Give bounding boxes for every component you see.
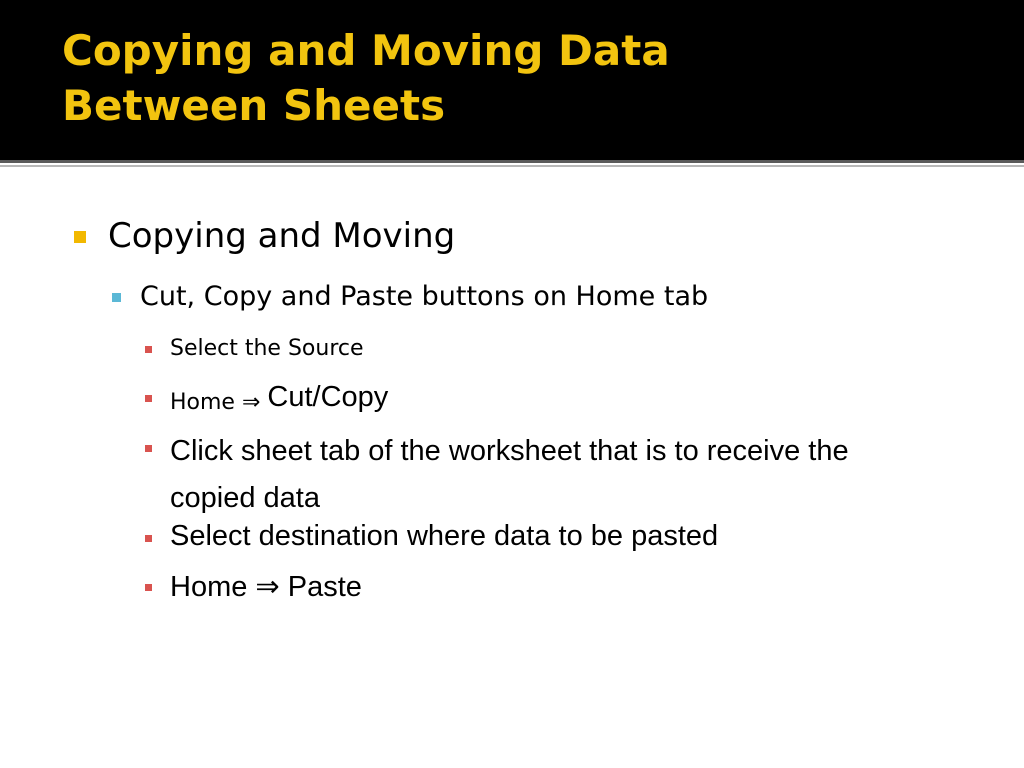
square-bullet-icon: [145, 445, 152, 452]
bullet-level3-item: [170, 520, 718, 553]
bullet-level3-item: [170, 381, 388, 414]
bullet-level3-text: Home ⇒: [170, 390, 268, 415]
square-bullet-icon: [74, 231, 86, 243]
bullet-level1-item: [108, 216, 455, 256]
bullet-level3-text: Select destination where data to be pasted: [170, 520, 719, 552]
square-bullet-icon: [145, 584, 152, 591]
slide-title-line-2: Between Sheets: [62, 80, 446, 130]
square-bullet-icon: [145, 535, 152, 542]
bullet-level2-text: Cut, Copy and Paste buttons on Home tab: [140, 281, 709, 312]
bullet-level3-item: [170, 569, 362, 604]
bullet-level1-text: Copying and Moving: [108, 216, 456, 256]
bullet-level2-item: [140, 281, 708, 312]
square-bullet-icon: [145, 395, 152, 402]
slide-title-line-1: Copying and Moving Data: [62, 26, 670, 75]
bullet-level3-item: [170, 430, 930, 524]
bullet-level3-text-cutcopy: Cut/Copy: [267, 381, 389, 413]
square-bullet-icon: [112, 293, 121, 302]
bullet-level3-text: Click sheet tab of the worksheet that is to receive the copied data: [170, 435, 849, 514]
square-bullet-icon: [145, 346, 152, 353]
bullet-level3-item: [170, 336, 364, 361]
bullet-level3-text: Home ⇒ Paste: [170, 571, 362, 603]
bullet-level3-text: Select the Source: [170, 336, 364, 361]
